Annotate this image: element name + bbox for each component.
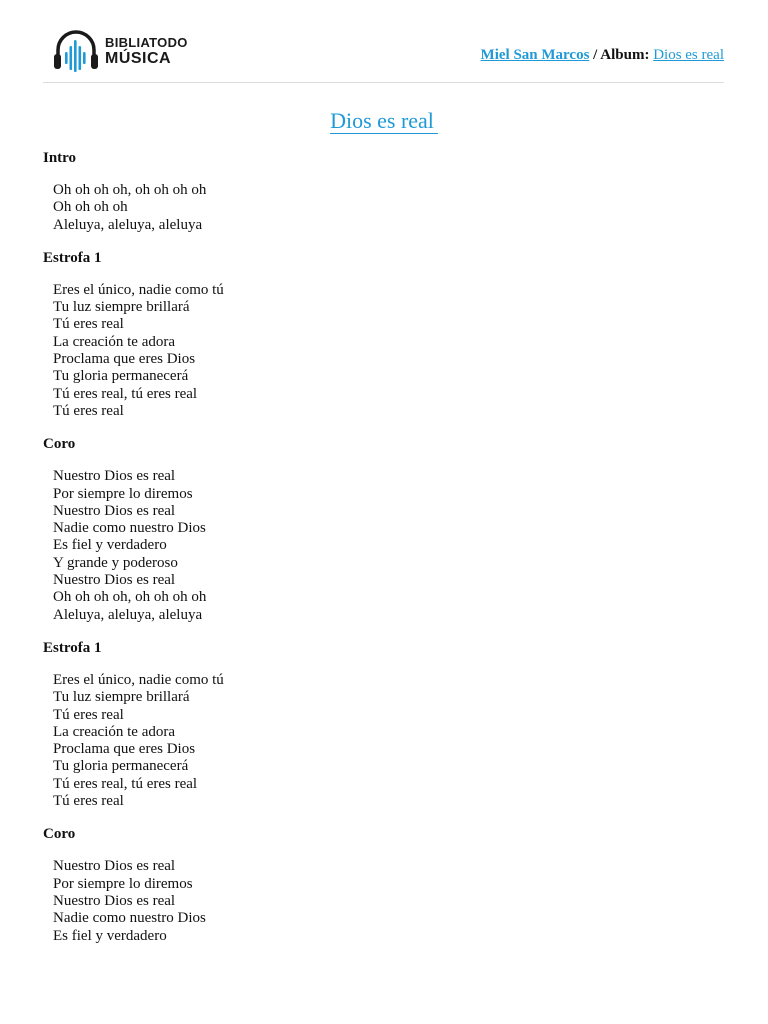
- section-title: Estrofa 1: [43, 639, 102, 656]
- section-lines: [43, 282, 724, 420]
- album-label: / Album:: [589, 47, 654, 63]
- lyric-line: Nadie como nuestro Dios: [53, 520, 206, 537]
- section-title: Coro: [43, 826, 76, 843]
- lyric-line: Nuestro Dios es real: [53, 572, 176, 589]
- lyrics-section: [43, 436, 724, 624]
- logo-line1: BIBLIATODO: [105, 34, 188, 50]
- lyric-line: Tú eres real, tú eres real: [53, 775, 198, 792]
- lyric-line: Tu gloria permanecerá: [53, 368, 189, 385]
- lyric-line: Oh oh oh oh, oh oh oh oh: [53, 182, 207, 198]
- section-lines: [43, 672, 724, 810]
- logo-wordmark: [105, 36, 188, 67]
- lyric-line: La creación te adora: [53, 333, 175, 350]
- page-header: [43, 26, 724, 83]
- lyric-line: Nuestro Dios es real: [53, 892, 176, 909]
- lyric-line: Aleluya, aleluya, aleluya: [53, 216, 203, 233]
- lyric-line: Nuestro Dios es real: [53, 502, 176, 519]
- lyric-line: Aleluya, aleluya, aleluya: [53, 606, 203, 623]
- artist-link[interactable]: Miel San Marcos: [480, 47, 590, 63]
- section-lines: [43, 858, 724, 944]
- lyric-line: Tu luz siempre brillará: [53, 299, 190, 316]
- lyric-line: Eres el único, nadie como tú: [53, 281, 224, 298]
- lyrics-section: [43, 640, 724, 810]
- lyric-line: Proclama que eres Dios: [53, 351, 196, 368]
- section-title: Estrofa 1: [43, 249, 102, 266]
- site-logo[interactable]: [51, 28, 188, 74]
- lyric-line: Y grande y poderoso: [53, 554, 178, 571]
- lyric-line: Es fiel y verdadero: [53, 537, 167, 554]
- lyric-line: Tu luz siempre brillará: [53, 689, 190, 706]
- lyric-line: Tú eres real: [53, 402, 124, 419]
- lyrics-body: [43, 150, 724, 961]
- lyric-line: Nadie como nuestro Dios: [53, 910, 206, 927]
- lyrics-section: [43, 250, 724, 420]
- lyric-line: Tú eres real, tú eres real: [53, 385, 198, 402]
- lyric-line: Proclama que eres Dios: [53, 741, 196, 758]
- section-lines: [43, 468, 724, 624]
- lyrics-section: [43, 150, 724, 234]
- lyric-line: Por siempre lo diremos: [53, 875, 193, 892]
- lyric-line: Nuestro Dios es real: [53, 468, 176, 485]
- lyrics-section: [43, 826, 724, 944]
- song-title[interactable]: Dios es real: [330, 108, 438, 134]
- lyric-line: La creación te adora: [53, 723, 175, 740]
- song-title-container: [0, 108, 768, 134]
- lyric-line: Tú eres real: [53, 316, 124, 333]
- headphones-icon: [51, 28, 101, 74]
- section-lines: [43, 182, 724, 234]
- section-title: Intro: [43, 150, 77, 166]
- lyric-line: Oh oh oh oh, oh oh oh oh: [53, 589, 207, 606]
- lyric-line: Tú eres real: [53, 706, 124, 723]
- lyric-line: Por siempre lo diremos: [53, 485, 193, 502]
- logo-line2: MÚSICA: [105, 49, 172, 67]
- album-link[interactable]: Dios es real: [653, 47, 724, 63]
- lyric-line: Nuestro Dios es real: [53, 858, 176, 875]
- lyric-line: Oh oh oh oh: [53, 199, 128, 216]
- lyric-line: Es fiel y verdadero: [53, 927, 167, 944]
- lyric-line: Tu gloria permanecerá: [53, 758, 189, 775]
- breadcrumb: [481, 47, 724, 64]
- lyric-line: Tú eres real: [53, 793, 124, 810]
- section-title: Coro: [43, 436, 76, 453]
- lyric-line: Eres el único, nadie como tú: [53, 671, 224, 688]
